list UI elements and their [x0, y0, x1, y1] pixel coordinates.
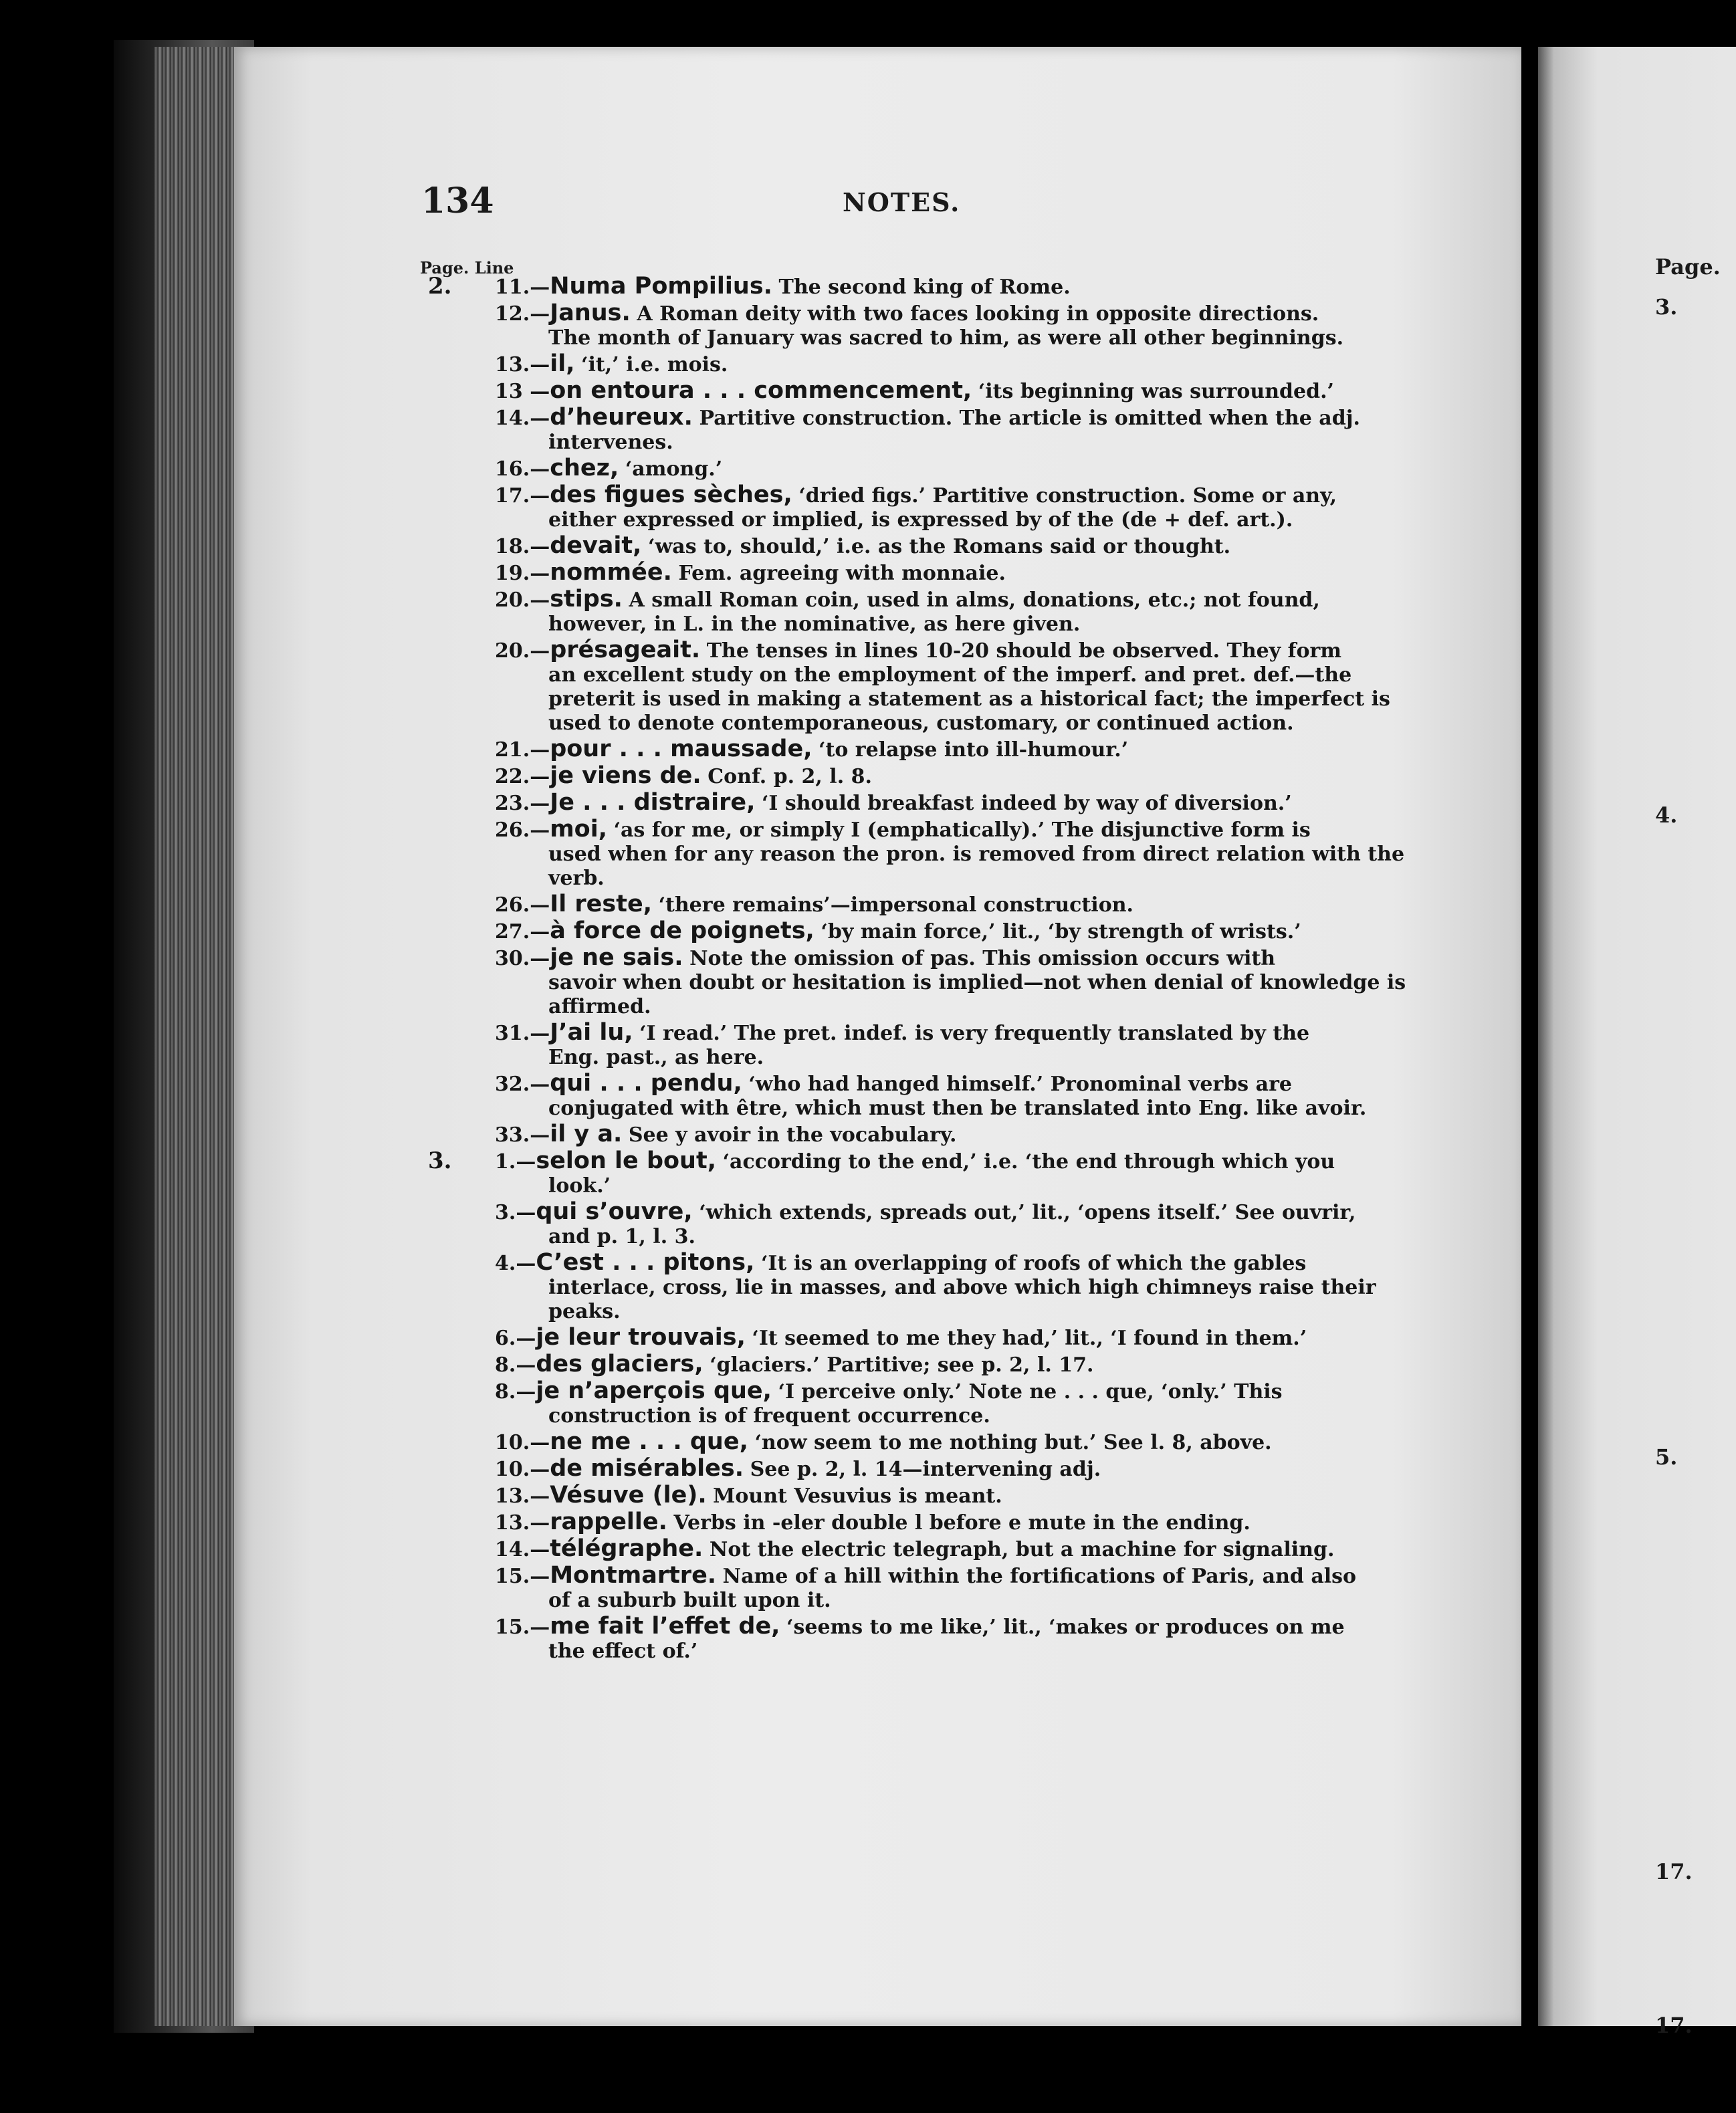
- note-text: The tenses in lines 10-20 should be observed. They form: [706, 639, 1342, 663]
- note-headword: rappelle.: [550, 1509, 667, 1535]
- note-entry: [428, 1325, 1411, 1352]
- note-entry: [428, 946, 1411, 1020]
- note-text: ‘It seemed to me they had,’ lit., ‘I found in them.’: [752, 1327, 1307, 1350]
- page-edges: [154, 47, 234, 2026]
- note-entry: [428, 560, 1411, 587]
- note-headword: chez,: [550, 455, 619, 481]
- note-text: ‘I perceive only.’ Note ne . . . que, ‘only.’ This: [778, 1380, 1283, 1404]
- note-headword: je n’aperçois que,: [536, 1377, 772, 1404]
- note-line-number: 21.—: [495, 738, 550, 762]
- note-line-number: 13.—: [495, 353, 550, 376]
- note-line-number: 23.—: [495, 792, 550, 815]
- note-line-number: 1.—: [495, 1150, 536, 1174]
- note-entry: [428, 274, 1411, 301]
- note-continuation: Eng. past., as here.: [548, 1046, 764, 1069]
- note-text: Note the omission of pas. This omission occurs with: [689, 947, 1276, 970]
- note-line-number: 16.—: [495, 457, 550, 481]
- note-page-ref: 2.: [428, 273, 452, 300]
- right-page-edge: [1538, 47, 1736, 2026]
- note-text: Mount Vesuvius is meant.: [713, 1484, 1002, 1508]
- note-headword: Numa Pompilius.: [550, 273, 772, 300]
- note-headword: présageait.: [550, 637, 701, 663]
- note-line-number: 14.—: [495, 407, 550, 430]
- note-entry: [428, 1537, 1411, 1563]
- note-continuation: either expressed or implied, is expressed by of the (de + def. art.).: [548, 508, 1293, 532]
- note-line-number: 22.—: [495, 765, 550, 788]
- note-line-number: 30.—: [495, 947, 550, 970]
- note-headword: pour . . . maussade,: [550, 736, 812, 762]
- note-text: ‘glaciers.’ Partitive; see p. 2, l. 17.: [710, 1353, 1094, 1377]
- note-text: Name of a hill within the fortifications of Paris, and also: [722, 1565, 1357, 1588]
- note-continuation: conjugated with être, which must then be translated into Eng. like avoir.: [548, 1097, 1367, 1120]
- note-text: See y avoir in the vocabulary.: [628, 1123, 957, 1147]
- note-headword: de misérables.: [550, 1455, 744, 1482]
- note-headword: nommée.: [550, 559, 672, 586]
- note-line-number: 32.—: [495, 1073, 550, 1096]
- note-headword: Je . . . distraire,: [550, 789, 756, 816]
- column-header: Page. Line: [420, 258, 514, 277]
- note-headword: d’heureux.: [550, 404, 693, 431]
- note-continuation: the effect of.’: [548, 1640, 698, 1663]
- note-entry: [428, 638, 1411, 737]
- note-entry: [428, 587, 1411, 638]
- note-entry: [428, 892, 1411, 919]
- note-text: ‘according to the end,’ i.e. ‘the end through which you: [722, 1150, 1335, 1174]
- note-text: Partitive construction. The article is omitted when the adj.: [699, 407, 1360, 430]
- note-entry: [428, 1020, 1411, 1071]
- note-headword: Janus.: [550, 300, 631, 326]
- note-line-number: 12.—: [495, 302, 550, 326]
- note-entry: [428, 1250, 1411, 1325]
- note-headword: je viens de.: [550, 762, 701, 789]
- note-text: See p. 2, l. 14—intervening adj.: [750, 1458, 1101, 1481]
- note-headword: qui . . . pendu,: [550, 1070, 742, 1097]
- note-text: A Roman deity with two faces looking in opposite directions.: [637, 302, 1319, 326]
- note-entry: [428, 919, 1411, 946]
- note-entry: [428, 1456, 1411, 1483]
- note-entry: [428, 301, 1411, 352]
- note-line-number: 14.—: [495, 1538, 550, 1561]
- note-entry: [428, 764, 1411, 790]
- note-headword: il y a.: [550, 1121, 623, 1147]
- note-line-number: 33.—: [495, 1123, 550, 1147]
- note-headword: Vésuve (le).: [550, 1482, 707, 1509]
- note-line-number: 6.—: [495, 1327, 536, 1350]
- note-headword: des glaciers,: [536, 1351, 703, 1377]
- note-line-number: 27.—: [495, 920, 550, 943]
- note-headword: je ne sais.: [550, 944, 683, 971]
- note-headword: C’est . . . pitons,: [536, 1249, 755, 1276]
- note-entry: [428, 1149, 1411, 1200]
- note-headword: J’ai lu,: [550, 1019, 633, 1046]
- note-continuation: The month of January was sacred to him, as were all other beginnings.: [548, 326, 1344, 350]
- note-text: ‘which extends, spreads out,’ lit., ‘opens itself.’ See ouvrir,: [699, 1201, 1356, 1224]
- note-text: ‘now seem to me nothing but.’ See l. 8, above.: [754, 1431, 1272, 1454]
- note-headword: moi,: [550, 816, 608, 843]
- note-entry: [428, 456, 1411, 483]
- note-headword: je leur trouvais,: [536, 1324, 746, 1351]
- note-entry: [428, 1614, 1411, 1665]
- note-entry: [428, 1071, 1411, 1122]
- note-headword: des figues sèches,: [550, 481, 792, 508]
- note-text: A small Roman coin, used in alms, donations, etc.; not found,: [629, 588, 1320, 612]
- note-headword: devait,: [550, 532, 642, 559]
- note-text: Conf. p. 2, l. 8.: [708, 765, 872, 788]
- note-entry: [428, 1563, 1411, 1614]
- note-continuation: used when for any reason the pron. is removed from direct relation with the verb.: [548, 843, 1405, 890]
- note-line-number: 13.—: [495, 1484, 550, 1508]
- running-head: NOTES.: [843, 187, 961, 217]
- note-headword: qui s’ouvre,: [536, 1198, 693, 1225]
- note-headword: on entoura . . . commencement,: [550, 377, 972, 404]
- note-text: Verbs in -eler double l before e mute in the ending.: [673, 1511, 1251, 1535]
- note-headword: télégraphe.: [550, 1535, 703, 1562]
- note-line-number: 26.—: [495, 893, 550, 917]
- note-text: The second king of Rome.: [778, 275, 1071, 299]
- note-headword: selon le bout,: [536, 1147, 717, 1174]
- right-page-label: 3.: [1655, 294, 1678, 320]
- note-text: ‘seems to me like,’ lit., ‘makes or produces on me: [786, 1616, 1345, 1639]
- note-text: ‘by main force,’ lit., ‘by strength of wrists.’: [821, 920, 1301, 943]
- note-continuation: savoir when doubt or hesitation is implied—not when denial of knowledge is affirmed.: [548, 971, 1406, 1018]
- note-page-ref: 3.: [428, 1147, 452, 1174]
- note-headword: ne me . . . que,: [550, 1428, 748, 1455]
- note-text: Not the electric telegraph, but a machine for signaling.: [709, 1538, 1335, 1561]
- note-text: ‘It is an overlapping of roofs of which the gables: [760, 1252, 1307, 1275]
- note-continuation: look.’: [548, 1174, 611, 1198]
- note-text: ‘to relapse into ill-humour.’: [819, 738, 1129, 762]
- note-text: ‘among.’: [625, 457, 723, 481]
- note-entry: [428, 817, 1411, 892]
- note-line-number: 15.—: [495, 1616, 550, 1639]
- note-text: ‘as for me, or simply I (emphatically).’ The disjunctive form is: [613, 818, 1311, 842]
- note-text: ‘was to, should,’ i.e. as the Romans said or thought.: [648, 535, 1231, 558]
- note-entry: [428, 1122, 1411, 1149]
- note-line-number: 3.—: [495, 1201, 536, 1224]
- note-entry: [428, 1200, 1411, 1250]
- note-entry: [428, 352, 1411, 378]
- page-number: 134: [421, 181, 494, 221]
- note-line-number: 18.—: [495, 535, 550, 558]
- note-entry: [428, 483, 1411, 534]
- note-headword: à force de poignets,: [550, 917, 815, 944]
- note-entry: [428, 737, 1411, 764]
- right-page-label: 4.: [1655, 802, 1678, 828]
- note-entry: [428, 1352, 1411, 1379]
- right-page-label: 17.: [1655, 1859, 1693, 1884]
- note-text: ‘it,’ i.e. mois.: [581, 353, 728, 376]
- note-line-number: 20.—: [495, 639, 550, 663]
- note-headword: me fait l’effet de,: [550, 1613, 780, 1640]
- note-text: ‘who had hanged himself.’ Pronominal verbs are: [748, 1073, 1292, 1096]
- note-line-number: 17.—: [495, 484, 550, 508]
- note-text: Fem. agreeing with monnaie.: [678, 562, 1006, 585]
- note-line-number: 13.—: [495, 1511, 550, 1535]
- note-entry: [428, 1483, 1411, 1510]
- note-entry: [428, 405, 1411, 456]
- note-headword: il,: [550, 350, 575, 377]
- note-text: ‘its beginning was surrounded.’: [978, 380, 1334, 403]
- note-text: ‘dried figs.’ Partitive construction. Some or any,: [798, 484, 1337, 508]
- note-entry: [428, 1379, 1411, 1430]
- note-continuation: interlace, cross, lie in masses, and above which high chimneys raise their peaks.: [548, 1276, 1376, 1323]
- note-headword: Montmartre.: [550, 1562, 717, 1589]
- note-text: ‘I read.’ The pret. indef. is very frequently translated by the: [639, 1022, 1310, 1045]
- note-line-number: 15.—: [495, 1565, 550, 1588]
- note-text: ‘I should breakfast indeed by way of diversion.’: [761, 792, 1292, 815]
- note-headword: Il reste,: [550, 891, 653, 917]
- note-entry: [428, 1510, 1411, 1537]
- note-line-number: 26.—: [495, 818, 550, 842]
- note-line-number: 20.—: [495, 588, 550, 612]
- note-entry: [428, 790, 1411, 817]
- note-entry: [428, 534, 1411, 560]
- note-continuation: and p. 1, l. 3.: [548, 1225, 695, 1248]
- note-line-number: 11.—: [495, 275, 550, 299]
- note-entry: [428, 378, 1411, 405]
- note-line-number: 19.—: [495, 562, 550, 585]
- note-line-number: 10.—: [495, 1431, 550, 1454]
- note-continuation: construction is of frequent occurrence.: [548, 1404, 990, 1428]
- note-continuation: intervenes.: [548, 431, 673, 454]
- note-line-number: 10.—: [495, 1458, 550, 1481]
- note-headword: stips.: [550, 586, 623, 613]
- note-continuation: however, in L. in the nominative, as here given.: [548, 613, 1081, 636]
- note-line-number: 8.—: [495, 1380, 536, 1404]
- note-line-number: 4.—: [495, 1252, 536, 1275]
- note-line-number: 31.—: [495, 1022, 550, 1045]
- note-line-number: 13 —: [495, 380, 550, 403]
- note-entry: [428, 1430, 1411, 1456]
- note-line-number: 8.—: [495, 1353, 536, 1377]
- note-text: ‘there remains’—impersonal construction.: [658, 893, 1133, 917]
- right-page-label: 17.: [1655, 2013, 1693, 2038]
- note-continuation: of a suburb built upon it.: [548, 1589, 831, 1612]
- note-continuation: an excellent study on the employment of the imperf. and pret. def.—the preterit is used in making a statement as a historical fact; the imperfect is used to denote contemporaneous, customary, or continued action.: [548, 663, 1390, 735]
- right-page-header: Page.: [1655, 254, 1721, 280]
- right-page-label: 5.: [1655, 1444, 1678, 1470]
- notes-list: [428, 274, 1411, 1665]
